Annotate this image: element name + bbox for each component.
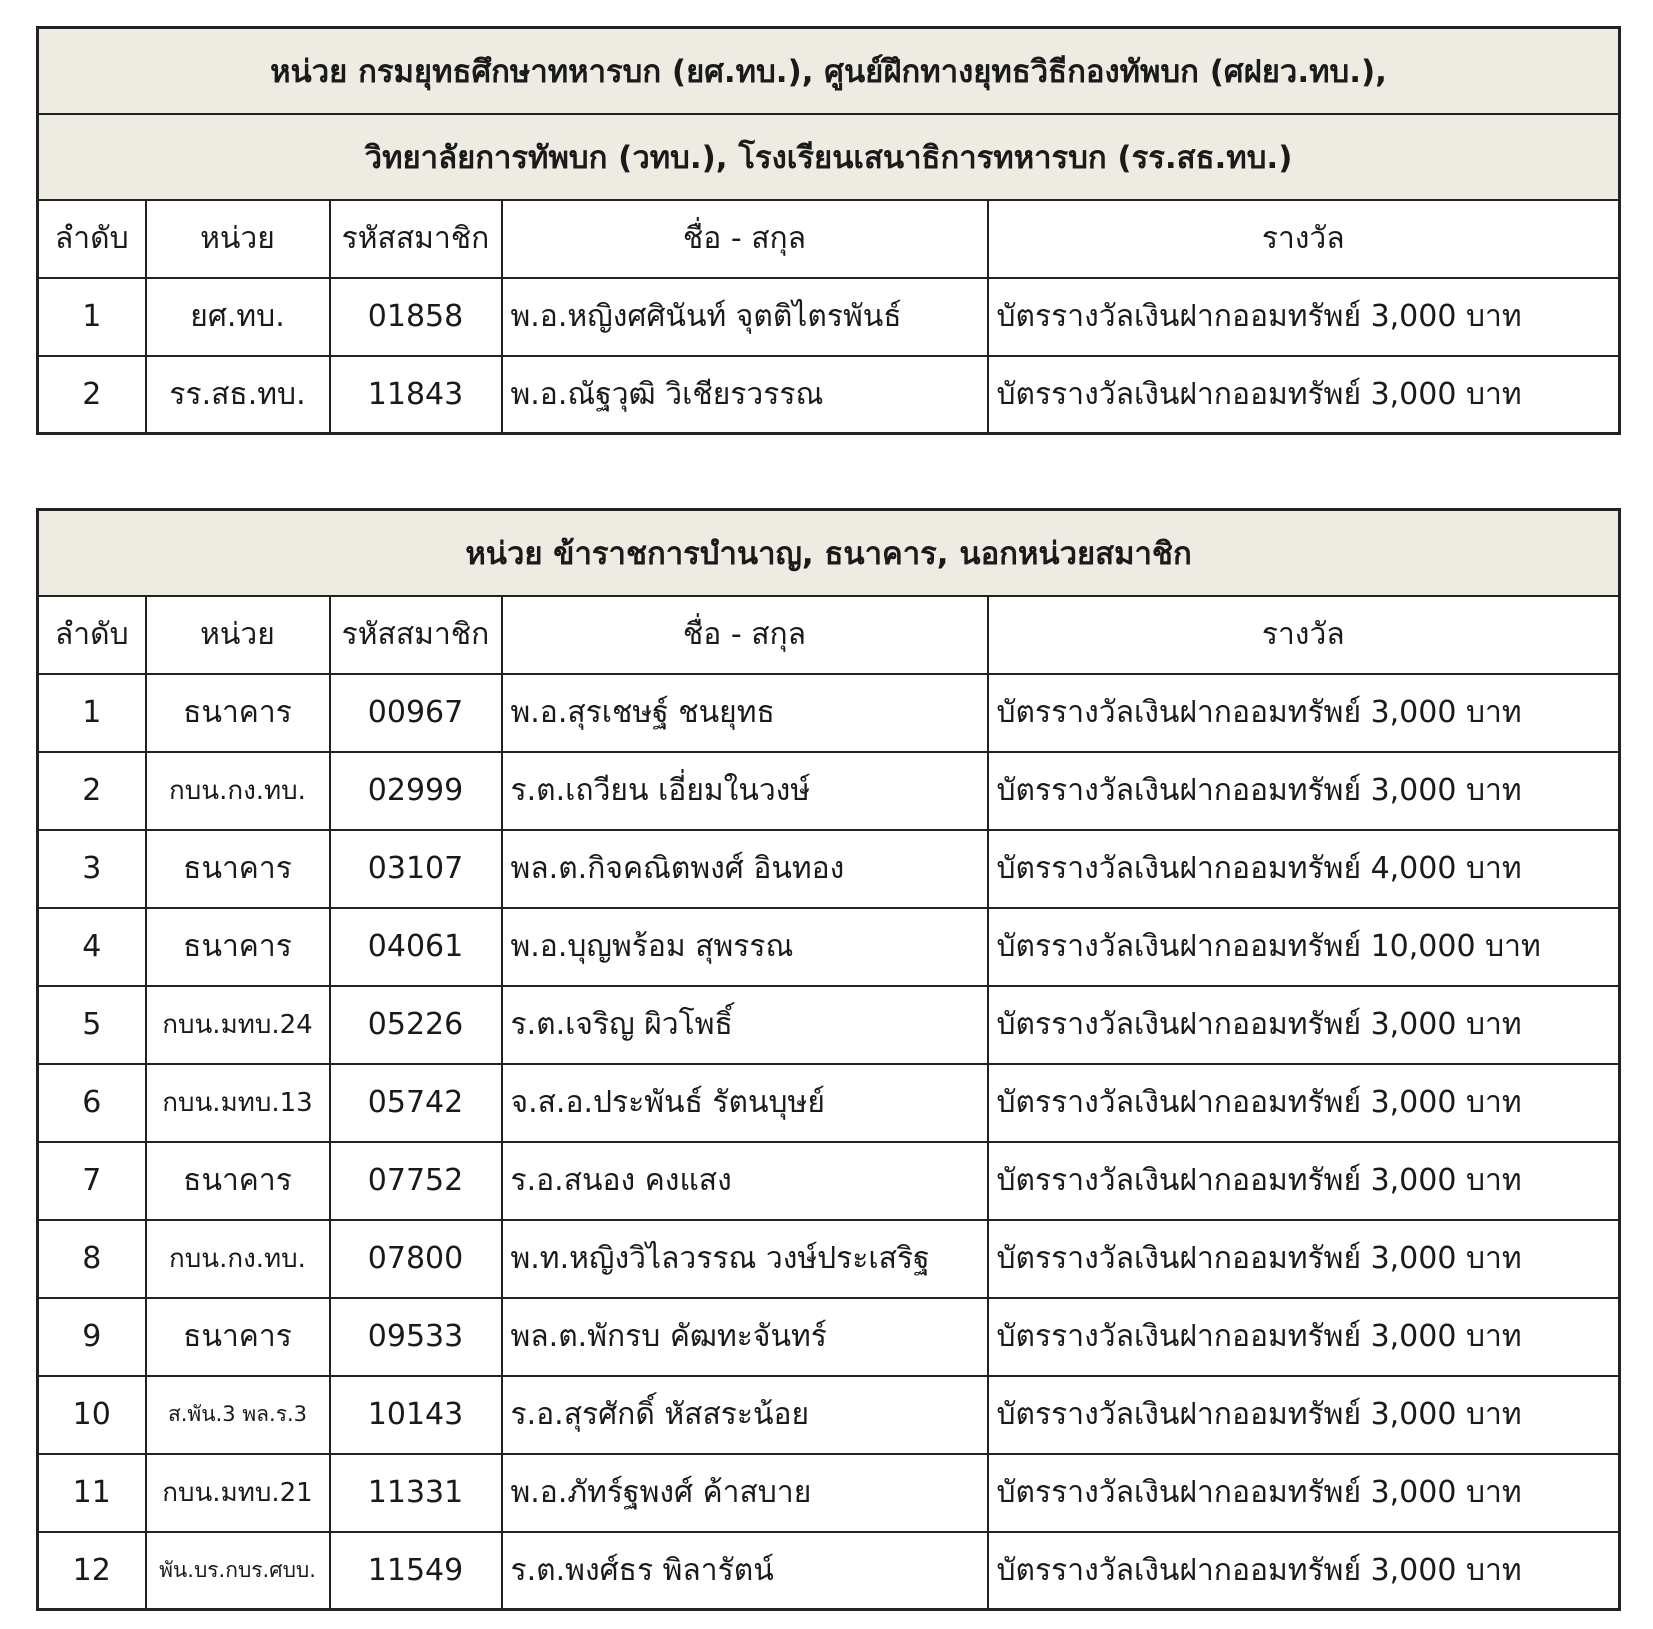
cell-unit: ธนาคาร bbox=[146, 908, 330, 986]
cell-unit: ธนาคาร bbox=[146, 1298, 330, 1376]
cell-order: 1 bbox=[38, 674, 146, 752]
cell-prize: บัตรรางวัลเงินฝากออมทรัพย์ 3,000 บาท bbox=[988, 674, 1620, 752]
cell-order: 10 bbox=[38, 1376, 146, 1454]
cell-member-code: 04061 bbox=[330, 908, 502, 986]
table-row bbox=[38, 1298, 1620, 1376]
cell-order: 2 bbox=[38, 356, 146, 434]
cell-full-name: พ.อ.สุรเชษฐ์ ชนยุทธ bbox=[502, 674, 988, 752]
cell-unit: กบน.มทบ.21 bbox=[146, 1454, 330, 1532]
cell-member-code: 10143 bbox=[330, 1376, 502, 1454]
cell-full-name: พล.ต.พักรบ คัฒทะจันทร์ bbox=[502, 1298, 988, 1376]
table-row bbox=[38, 908, 1620, 986]
cell-unit: ธนาคาร bbox=[146, 830, 330, 908]
cell-unit: กบน.มทบ.24 bbox=[146, 986, 330, 1064]
header-unit: หน่วย bbox=[146, 596, 330, 674]
cell-unit: กบน.กง.ทบ. bbox=[146, 752, 330, 830]
cell-prize: บัตรรางวัลเงินฝากออมทรัพย์ 3,000 บาท bbox=[988, 1376, 1620, 1454]
cell-member-code: 02999 bbox=[330, 752, 502, 830]
cell-prize: บัตรรางวัลเงินฝากออมทรัพย์ 3,000 บาท bbox=[988, 986, 1620, 1064]
cell-member-code: 03107 bbox=[330, 830, 502, 908]
cell-unit: กบน.กง.ทบ. bbox=[146, 1220, 330, 1298]
cell-member-code: 07800 bbox=[330, 1220, 502, 1298]
cell-prize: บัตรรางวัลเงินฝากออมทรัพย์ 3,000 บาท bbox=[988, 356, 1620, 434]
header-order: ลำดับ bbox=[38, 200, 146, 278]
table-row bbox=[38, 1376, 1620, 1454]
cell-unit: รร.สธ.ทบ. bbox=[146, 356, 330, 434]
section-2-title-row bbox=[38, 510, 1620, 596]
table-header-row bbox=[38, 200, 1620, 278]
cell-prize: บัตรรางวัลเงินฝากออมทรัพย์ 3,000 บาท bbox=[988, 1142, 1620, 1220]
cell-order: 5 bbox=[38, 986, 146, 1064]
header-full-name: ชื่อ - สกุล bbox=[502, 200, 988, 278]
cell-order: 6 bbox=[38, 1064, 146, 1142]
cell-full-name: พ.อ.ณัฐวุฒิ วิเชียรวรรณ bbox=[502, 356, 988, 434]
cell-member-code: 05742 bbox=[330, 1064, 502, 1142]
cell-full-name: ร.อ.สุรศักดิ์ หัสสระน้อย bbox=[502, 1376, 988, 1454]
section-1-title-line-2: วิทยาลัยการทัพบก (วทบ.), โรงเรียนเสนาธิการทหารบก (รร.สธ.ทบ.) bbox=[38, 114, 1620, 200]
cell-prize: บัตรรางวัลเงินฝากออมทรัพย์ 3,000 บาท bbox=[988, 1454, 1620, 1532]
award-table-section-2 bbox=[36, 508, 1621, 1611]
cell-full-name: จ.ส.อ.ประพันธ์ รัตนบุษย์ bbox=[502, 1064, 988, 1142]
cell-full-name: ร.ต.พงศ์ธร พิลารัตน์ bbox=[502, 1532, 988, 1610]
header-member-code: รหัสสมาชิก bbox=[330, 200, 502, 278]
header-unit: หน่วย bbox=[146, 200, 330, 278]
cell-order: 8 bbox=[38, 1220, 146, 1298]
cell-full-name: พล.ต.กิจคณิตพงศ์ อินทอง bbox=[502, 830, 988, 908]
cell-order: 12 bbox=[38, 1532, 146, 1610]
table-row bbox=[38, 356, 1620, 434]
table-row bbox=[38, 1220, 1620, 1298]
table-row bbox=[38, 1454, 1620, 1532]
cell-member-code: 11843 bbox=[330, 356, 502, 434]
cell-order: 7 bbox=[38, 1142, 146, 1220]
cell-member-code: 11549 bbox=[330, 1532, 502, 1610]
cell-full-name: พ.ท.หญิงวิไลวรรณ วงษ์ประเสริฐ bbox=[502, 1220, 988, 1298]
cell-prize: บัตรรางวัลเงินฝากออมทรัพย์ 3,000 บาท bbox=[988, 752, 1620, 830]
award-table-section-1 bbox=[36, 26, 1621, 435]
section-2-title: หน่วย ข้าราชการบำนาญ, ธนาคาร, นอกหน่วยสมาชิก bbox=[38, 510, 1620, 596]
cell-unit: ธนาคาร bbox=[146, 1142, 330, 1220]
cell-prize: บัตรรางวัลเงินฝากออมทรัพย์ 3,000 บาท bbox=[988, 1298, 1620, 1376]
cell-member-code: 05226 bbox=[330, 986, 502, 1064]
cell-prize: บัตรรางวัลเงินฝากออมทรัพย์ 4,000 บาท bbox=[988, 830, 1620, 908]
cell-unit: ยศ.ทบ. bbox=[146, 278, 330, 356]
cell-prize: บัตรรางวัลเงินฝากออมทรัพย์ 10,000 บาท bbox=[988, 908, 1620, 986]
header-prize: รางวัล bbox=[988, 200, 1620, 278]
cell-unit: ธนาคาร bbox=[146, 674, 330, 752]
section-1-title-line-1: หน่วย กรมยุทธศึกษาทหารบก (ยศ.ทบ.), ศูนย์ฝึกทางยุทธวิธีกองทัพบก (ศฝยว.ทบ.), bbox=[38, 28, 1620, 114]
header-member-code: รหัสสมาชิก bbox=[330, 596, 502, 674]
cell-full-name: พ.อ.หญิงศศินันท์ จุตติไตรพันธ์ bbox=[502, 278, 988, 356]
cell-unit: พัน.บร.กบร.ศบบ. bbox=[146, 1532, 330, 1610]
cell-order: 1 bbox=[38, 278, 146, 356]
cell-member-code: 11331 bbox=[330, 1454, 502, 1532]
cell-full-name: พ.อ.ภัทร์ฐพงศ์ ค้าสบาย bbox=[502, 1454, 988, 1532]
table-row bbox=[38, 1142, 1620, 1220]
cell-prize: บัตรรางวัลเงินฝากออมทรัพย์ 3,000 บาท bbox=[988, 1220, 1620, 1298]
cell-full-name: พ.อ.บุญพร้อม สุพรรณ bbox=[502, 908, 988, 986]
table-row bbox=[38, 278, 1620, 356]
table-row bbox=[38, 986, 1620, 1064]
cell-unit: ส.พัน.3 พล.ร.3 bbox=[146, 1376, 330, 1454]
cell-full-name: ร.อ.สนอง คงแสง bbox=[502, 1142, 988, 1220]
cell-order: 9 bbox=[38, 1298, 146, 1376]
table-row bbox=[38, 1532, 1620, 1610]
cell-full-name: ร.ต.เจริญ ผิวโพธิ์ bbox=[502, 986, 988, 1064]
cell-member-code: 01858 bbox=[330, 278, 502, 356]
cell-full-name: ร.ต.เถวียน เอี่ยมในวงษ์ bbox=[502, 752, 988, 830]
cell-member-code: 00967 bbox=[330, 674, 502, 752]
header-full-name: ชื่อ - สกุล bbox=[502, 596, 988, 674]
cell-member-code: 07752 bbox=[330, 1142, 502, 1220]
cell-prize: บัตรรางวัลเงินฝากออมทรัพย์ 3,000 บาท bbox=[988, 1532, 1620, 1610]
cell-order: 2 bbox=[38, 752, 146, 830]
table-row bbox=[38, 674, 1620, 752]
cell-prize: บัตรรางวัลเงินฝากออมทรัพย์ 3,000 บาท bbox=[988, 1064, 1620, 1142]
cell-unit: กบน.มทบ.13 bbox=[146, 1064, 330, 1142]
header-order: ลำดับ bbox=[38, 596, 146, 674]
table-row bbox=[38, 752, 1620, 830]
header-prize: รางวัล bbox=[988, 596, 1620, 674]
table-row bbox=[38, 830, 1620, 908]
table-header-row bbox=[38, 596, 1620, 674]
cell-member-code: 09533 bbox=[330, 1298, 502, 1376]
section-1-title-row-2 bbox=[38, 114, 1620, 200]
table-row bbox=[38, 1064, 1620, 1142]
cell-order: 11 bbox=[38, 1454, 146, 1532]
cell-order: 3 bbox=[38, 830, 146, 908]
cell-order: 4 bbox=[38, 908, 146, 986]
section-1-title-row-1 bbox=[38, 28, 1620, 114]
cell-prize: บัตรรางวัลเงินฝากออมทรัพย์ 3,000 บาท bbox=[988, 278, 1620, 356]
